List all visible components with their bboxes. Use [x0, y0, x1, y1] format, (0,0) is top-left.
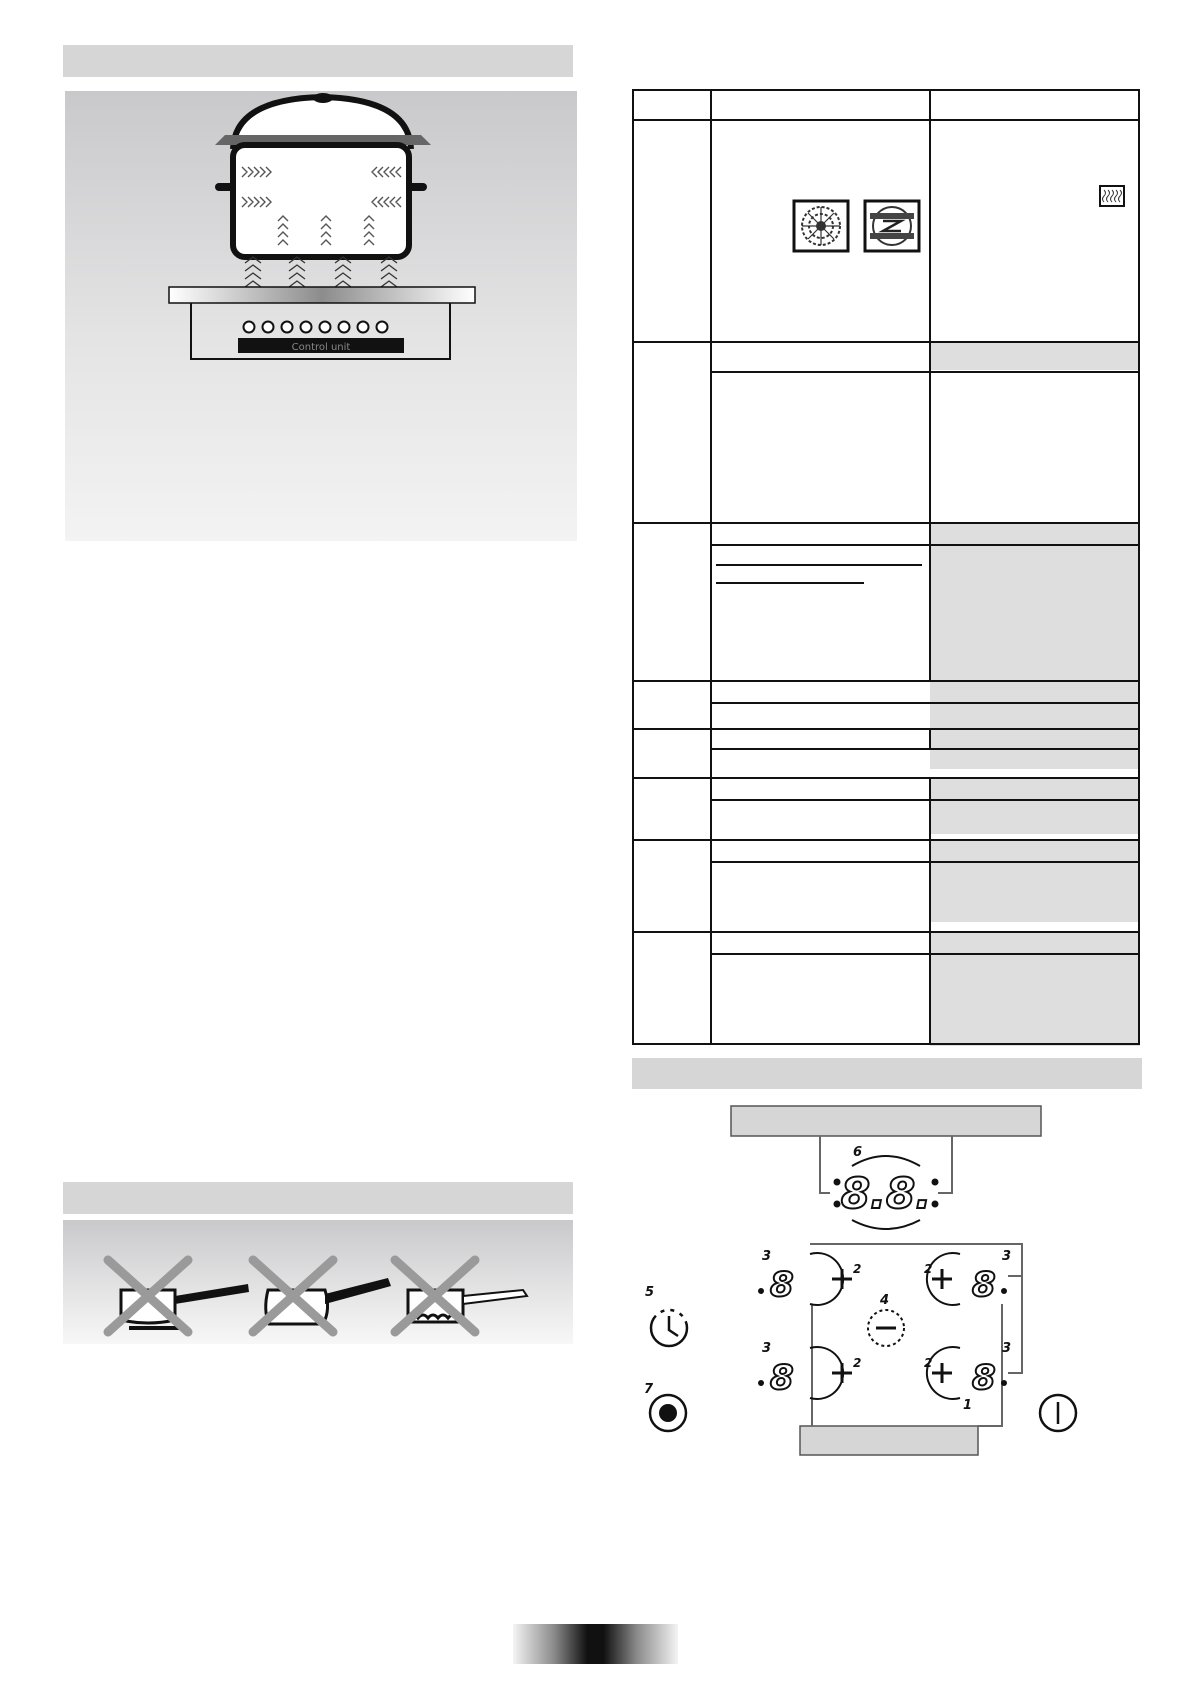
callout-box-bottom	[800, 1426, 978, 1455]
warped-pan-icon	[108, 1260, 249, 1332]
callout-3-bottom-left: 3	[762, 1341, 772, 1356]
unsuitable-pans-figure	[63, 1220, 573, 1344]
timer-display	[834, 1156, 939, 1229]
callout-4: 4	[880, 1293, 890, 1308]
lock-button[interactable]	[650, 1395, 686, 1431]
callout-6: 6	[853, 1145, 863, 1160]
ridged-base-pan-icon	[395, 1260, 527, 1332]
section-header-bar-induction	[63, 45, 573, 77]
plus-button-top-right[interactable]	[924, 1253, 960, 1305]
unsuitable-pans-illustration	[63, 1220, 573, 1344]
bridge-zone-icon	[865, 201, 919, 251]
callout-3-top-right: 3	[1002, 1249, 1012, 1264]
control-panel-svg	[632, 1096, 1142, 1466]
section-header-bar-pans	[63, 1182, 573, 1214]
timer-digits: 8.8.	[840, 1169, 932, 1218]
zone-display-top-left: 8	[770, 1265, 794, 1305]
svg-text:2: 2	[853, 1356, 862, 1370]
plus-button-bottom-right[interactable]	[924, 1347, 960, 1399]
callout-box-top	[731, 1106, 1041, 1136]
callout-5: 5	[645, 1285, 655, 1300]
svg-text:2: 2	[853, 1262, 862, 1276]
pot-on-induction-hob-illustration	[65, 91, 577, 541]
induction-principle-figure	[65, 91, 577, 541]
specification-table	[632, 89, 1140, 1046]
minus-button[interactable]	[868, 1310, 904, 1346]
callout-7: 7	[644, 1382, 654, 1397]
callout-1: 1	[963, 1398, 973, 1413]
power-button[interactable]	[1040, 1395, 1076, 1431]
plus-button-bottom-left[interactable]	[810, 1347, 861, 1399]
timer-clock-button[interactable]	[651, 1310, 687, 1346]
svg-text:2: 2	[924, 1356, 933, 1370]
plus-button-top-left[interactable]	[810, 1253, 861, 1305]
table-grid	[632, 89, 1140, 1046]
control-panel-diagram	[632, 1096, 1142, 1466]
callout-3-top-left: 3	[762, 1249, 772, 1264]
section-header-bar-control-panel	[632, 1058, 1142, 1089]
zone-mini-icon	[1100, 186, 1124, 206]
bulged-pan-icon	[253, 1260, 391, 1332]
zone-display-bottom-right: 8	[972, 1358, 996, 1398]
control-unit-label: Control unit	[291, 342, 351, 353]
zone-display-bottom-left: 8	[770, 1358, 794, 1398]
table-gray-cells	[930, 342, 1140, 1046]
callout-3-bottom-right: 3	[1002, 1341, 1012, 1356]
svg-text:2: 2	[924, 1262, 933, 1276]
zone-display-top-right: 8	[972, 1265, 996, 1305]
page-number-bar	[513, 1624, 678, 1664]
round-zone-icon	[794, 201, 848, 251]
